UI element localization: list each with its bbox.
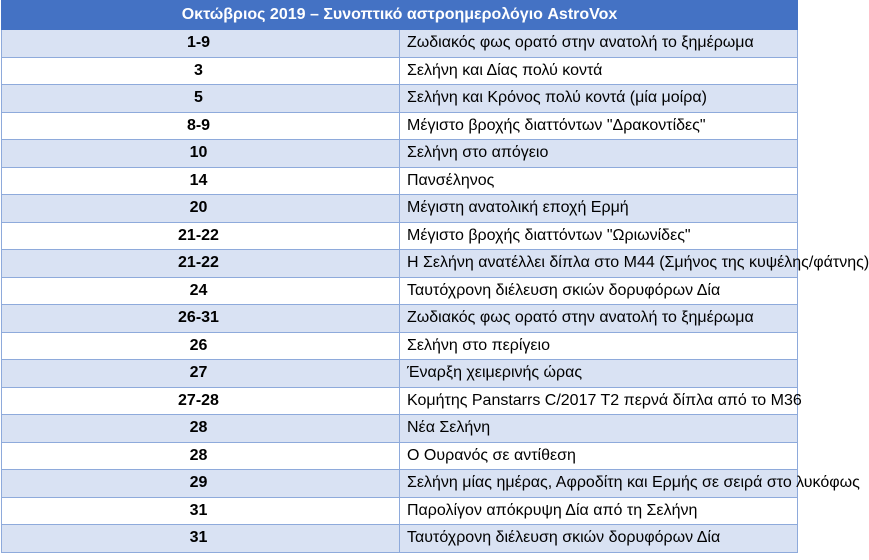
event-description: Σελήνη στο περίγειο (400, 332, 798, 360)
event-description: Παρολίγον απόκρυψη Δία από τη Σελήνη (400, 497, 798, 525)
event-description: Σελήνη μίας ημέρας, Αφροδίτη και Ερμής σε σειρά στο λυκόφως (400, 470, 798, 498)
event-description: Ταυτόχρονη διέλευση σκιών δορυφόρων Δία (400, 525, 798, 553)
event-date: 31 (2, 525, 400, 553)
event-date: 3 (2, 57, 400, 85)
table-row (2, 387, 798, 415)
event-date: 26 (2, 332, 400, 360)
event-date: 29 (2, 470, 400, 498)
event-date: 27 (2, 360, 400, 388)
table-row (2, 497, 798, 525)
event-date: 21-22 (2, 250, 400, 278)
event-date: 28 (2, 415, 400, 443)
table-row (2, 222, 798, 250)
event-description: Πανσέληνος (400, 167, 798, 195)
event-description: Σελήνη και Κρόνος πολύ κοντά (μία μοίρα) (400, 85, 798, 113)
table-row (2, 140, 798, 168)
table-row (2, 30, 798, 58)
table-row (2, 360, 798, 388)
table-row (2, 332, 798, 360)
table-row (2, 442, 798, 470)
event-date: 20 (2, 195, 400, 223)
table-title: Οκτώβριος 2019 – Συνοπτικό αστροημερολόγιο AstroVox (2, 1, 798, 30)
table-body (2, 30, 869, 553)
table-row (2, 112, 798, 140)
event-date: 21-22 (2, 222, 400, 250)
event-description: Ζωδιακός φως ορατό στην ανατολή το ξημέρωμα (400, 30, 798, 58)
event-description: Κομήτης Panstarrs C/2017 T2 περνά δίπλα από το Μ36 (400, 387, 798, 415)
event-description: Νέα Σελήνη (400, 415, 798, 443)
table-row (2, 415, 798, 443)
event-description: Σελήνη και Δίας πολύ κοντά (400, 57, 798, 85)
event-description: Ζωδιακός φως ορατό στην ανατολή το ξημέρωμα (400, 305, 798, 333)
event-description: Ταυτόχρονη διέλευση σκιών δορυφόρων Δία (400, 277, 798, 305)
table-row (2, 277, 798, 305)
event-date: 27-28 (2, 387, 400, 415)
event-date: 31 (2, 497, 400, 525)
event-date: 8-9 (2, 112, 400, 140)
event-description: Μέγιστο βροχής διαττόντων "Δρακοντίδες" (400, 112, 798, 140)
event-description: Έναρξη χειμερινής ώρας (400, 360, 798, 388)
event-date: 14 (2, 167, 400, 195)
event-description: Η Σελήνη ανατέλλει δίπλα στο Μ44 (Σμήνος της κυψέλης/φάτνης) (400, 250, 798, 278)
table-row (2, 250, 798, 278)
event-description: Σελήνη στο απόγειο (400, 140, 798, 168)
table-title-row (2, 1, 798, 30)
table-row (2, 57, 798, 85)
table-row (2, 167, 798, 195)
event-date: 28 (2, 442, 400, 470)
event-description: Ο Ουρανός σε αντίθεση (400, 442, 798, 470)
event-date: 26-31 (2, 305, 400, 333)
event-description: Μέγιστη ανατολική εποχή Ερμή (400, 195, 798, 223)
table-row (2, 470, 798, 498)
event-date: 10 (2, 140, 400, 168)
event-date: 5 (2, 85, 400, 113)
event-date: 1-9 (2, 30, 400, 58)
event-description: Μέγιστο βροχής διαττόντων "Ωριωνίδες" (400, 222, 798, 250)
table-row (2, 85, 798, 113)
table-row (2, 305, 798, 333)
astro-calendar-table (1, 0, 869, 553)
table-row (2, 525, 798, 553)
table-row (2, 195, 798, 223)
event-date: 24 (2, 277, 400, 305)
